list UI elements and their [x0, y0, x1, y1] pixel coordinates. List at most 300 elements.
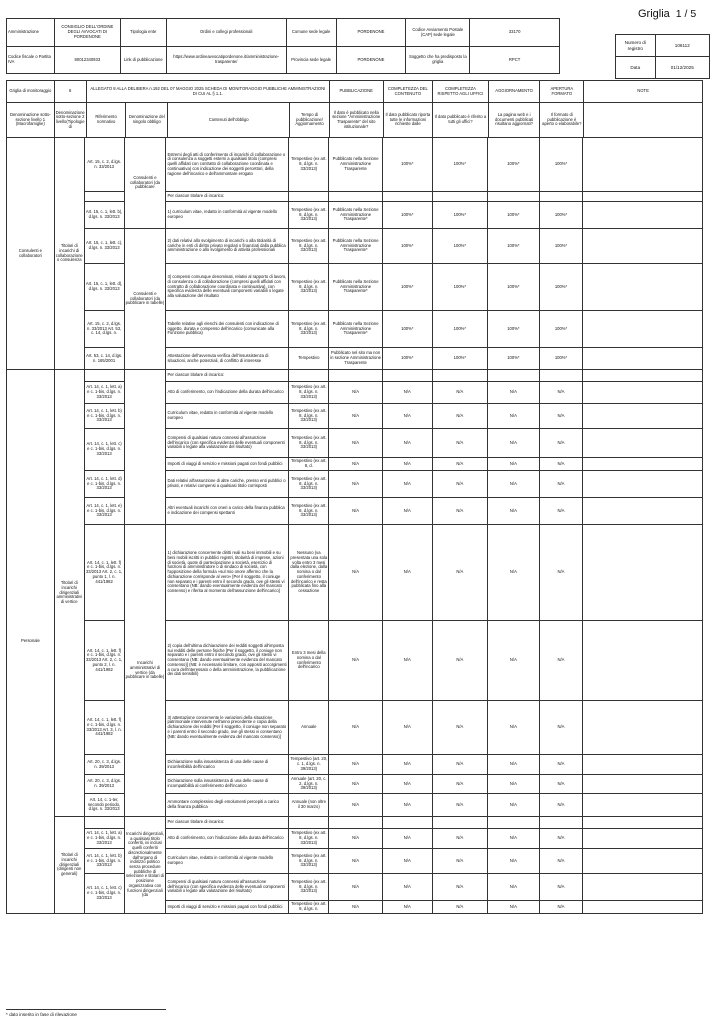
- completeness-offices-cell: N/A: [432, 701, 488, 755]
- format-cell: N/A: [539, 849, 583, 874]
- completeness-offices-cell: N/A: [432, 621, 488, 701]
- completeness-offices-cell: N/A: [432, 755, 488, 775]
- table-row: [7, 621, 703, 701]
- col-pubblicato: Il dato è pubblicato nella sezione "Amministrazione Trasparente" del sito istituzionale?: [329, 103, 383, 138]
- registry-table: [615, 34, 710, 79]
- note-cell: [583, 794, 703, 817]
- norm-reference-cell: Art. 14, c. 1, lett. a) e c. 1-bis, d.lgs. n. 33/2013: [84, 829, 124, 849]
- completeness-content-cell: N/A: [382, 829, 432, 849]
- note-cell: [583, 471, 703, 498]
- timing-cell: Annuale (non oltre il 30 marzo): [289, 794, 329, 817]
- note-cell: [583, 370, 703, 382]
- format-cell: 100%*: [539, 311, 583, 348]
- typology-cell: Titolari di incarichi dirigenziali amministrativi di vertice: [54, 370, 84, 817]
- note-cell: [583, 701, 703, 755]
- content-cell: Tabelle relative agli elenchi dei consulenti con indicazione di oggetto, durata e compenso dell'incarico (comunicate alla Funzione pubblica): [166, 311, 289, 348]
- completeness-offices-cell: N/A: [432, 874, 488, 901]
- norm-reference-cell: Art. 15, c. 2, d.lgs. n. 33/2013: [84, 138, 124, 192]
- format-cell: [539, 192, 583, 202]
- format-cell: N/A: [539, 458, 583, 471]
- table-row: [7, 429, 703, 458]
- obligation-name-cell: [124, 370, 166, 525]
- timing-cell: Tempestivo (ex art. 8, d.lgs. n. 33/2013): [289, 849, 329, 874]
- note-cell: [583, 138, 703, 192]
- note-cell: [583, 829, 703, 849]
- link-value[interactable]: https://www.ordineavvocatipordenone.it/amministrazione-trasparente/: [166, 47, 286, 74]
- registro-label: Numero di registro: [616, 35, 656, 57]
- timing-cell: [289, 370, 329, 382]
- completeness-offices-cell: N/A: [432, 471, 488, 498]
- data-value: 01/12/2025: [655, 57, 709, 79]
- update-cell: [488, 370, 540, 382]
- completeness-offices-cell: N/A: [432, 458, 488, 471]
- completeness-content-cell: 100%*: [382, 348, 432, 370]
- published-cell: Pubblicato nella Sezione Amministrazione Trasparente*: [329, 264, 383, 311]
- timing-cell: Tempestivo (ex art. 8, d.lgs. n. 33/2013): [289, 311, 329, 348]
- table-row: [7, 192, 703, 202]
- col-obbligo: Denominazione del singolo obbligo: [126, 103, 168, 138]
- completeness-offices-cell: N/A: [432, 829, 488, 849]
- note-cell: [583, 901, 703, 914]
- provincia-label: Provincia sede legale: [286, 47, 336, 74]
- timing-cell: Tempestivo (art. 20, c. 1, d.lgs. n. 39/2013): [289, 755, 329, 775]
- update-cell: N/A: [488, 404, 540, 429]
- norm-reference-cell: Art. 15, c. 2, d.lgs. n. 33/2013 Art. 53, c. 14, d.lgs. n.: [84, 311, 124, 348]
- norm-reference-cell: [84, 370, 124, 382]
- norm-reference-cell: Art. 14, c. 1, lett. e) e c. 1-bis, d.lgs. n. 33/2013: [84, 498, 124, 525]
- format-cell: N/A: [539, 755, 583, 775]
- published-cell: Pubblicato nella Sezione Amministrazione Trasparente*: [329, 229, 383, 264]
- format-cell: N/A: [539, 829, 583, 849]
- amministrazione-label: Amministrazione: [7, 19, 55, 47]
- published-cell: N/A: [329, 755, 383, 775]
- norm-reference-cell: Art. 14, c. 1, lett. c) e c. 1-bis, d.lgs. n. 33/2013: [84, 874, 124, 914]
- content-cell: Dichiarazione sulla insussistenza di una delle cause di inconferibilità dell'incarico: [166, 755, 289, 775]
- col-contenuti: Contenuti dell'obbligo: [168, 103, 290, 138]
- completeness-offices-cell: 100%*: [432, 311, 488, 348]
- update-cell: N/A: [488, 829, 540, 849]
- grid-title: Griglia: [638, 8, 670, 20]
- registro-value: 106112: [655, 35, 709, 57]
- published-cell: N/A: [329, 701, 383, 755]
- data-label: Data: [616, 57, 656, 79]
- format-cell: N/A: [539, 525, 583, 621]
- table-row: [7, 874, 703, 901]
- format-cell: N/A: [539, 701, 583, 755]
- completeness-offices-cell: N/A: [432, 525, 488, 621]
- completeness-content-cell: N/A: [382, 794, 432, 817]
- format-cell: 100%*: [539, 348, 583, 370]
- note-cell: [583, 348, 703, 370]
- format-cell: N/A: [539, 429, 583, 458]
- table-row: [7, 264, 703, 311]
- footnote-rule: [6, 1009, 166, 1010]
- norm-reference-cell: [84, 817, 124, 829]
- published-cell: [329, 192, 383, 202]
- header-table: [6, 80, 703, 138]
- codice-fiscale-label: Codice fiscale o Partita IVA: [7, 47, 55, 74]
- allegato-heading: ALLEGATO 8 ALLA DELIBERA n.192 DEL 07 MAGGIO 2025 SCHEDA DI MONITORAGGIO PUBBLICHE AMMINISTRAZIONI DI CUI AL § 1.1.: [86, 81, 329, 103]
- obligation-name-cell: Consulenti e collaboratori (da pubblicare in tabelle): [124, 229, 166, 370]
- col-tempo: Tempo di pubblicazione/ Aggiornamento: [290, 103, 330, 138]
- completeness-offices-cell: N/A: [432, 794, 488, 817]
- note-cell: [583, 264, 703, 311]
- format-cell: N/A: [539, 775, 583, 794]
- content-cell: 1) dichiarazione concernente diritti reali su beni immobili e su beni mobili iscritti in pubblici registri, titolarità di imprese, azioni di società, quote di partecipazione a società, esercizio di funzioni di amministratore o di sindaco di società, con l'apposizione della formula «sul mio onore affermo che la dichiarazione corrisponde al vero» [Per il soggetto, il coniuge non separato e i parenti entro il secondo grado, ove gli stessi vi consentano (NB: dando eventualmente evidenza del mancato consenso) e riferita al momento dell'assunzione dell'incarico]: [166, 525, 289, 621]
- completeness-offices-cell: 100%*: [432, 202, 488, 229]
- published-cell: N/A: [329, 775, 383, 794]
- norm-reference-cell: Art. 14, c. 1-ter, secondo periodo, d.lgs. n. 33/2013: [84, 794, 124, 817]
- published-cell: N/A: [329, 382, 383, 404]
- note-cell: [583, 429, 703, 458]
- table-row: [7, 794, 703, 817]
- update-cell: 100%*: [488, 202, 540, 229]
- col-note: [584, 103, 703, 138]
- completeness-offices-cell: 100%*: [432, 138, 488, 192]
- table-row: [7, 348, 703, 370]
- table-row: [7, 498, 703, 525]
- timing-cell: Tempestivo (ex art. 8, d.lgs. n. 33/2013): [289, 264, 329, 311]
- completeness-offices-cell: 100%*: [432, 264, 488, 311]
- update-cell: N/A: [488, 874, 540, 901]
- timing-cell: Tempestivo (ex art. 8, d.: [289, 458, 329, 471]
- cap-value: 33170: [470, 19, 560, 47]
- update-cell: N/A: [488, 775, 540, 794]
- table-row: [7, 525, 703, 621]
- content-cell: Attestazione dell'avvenuta verifica dell'insussistenza di situazioni, anche potenziali, di conflitto di interesse: [166, 348, 289, 370]
- norm-reference-cell: Art. 14, c. 1, lett. f) e c. 1-bis, d.lgs. n. 33/2013 Art. 3, l. n. 441/1982: [84, 701, 124, 755]
- norm-reference-cell: Art. 15, c. 1, lett. b), d.lgs. n. 33/2013: [84, 202, 124, 229]
- norm-reference-cell: Art. 14, c. 1, lett. f) e c. 1-bis, d.lgs. n. 33/2013 Art. 2, c. 1, punto 1, l. n. 441/1982: [84, 525, 124, 621]
- format-cell: N/A: [539, 404, 583, 429]
- completeness-offices-cell: [432, 192, 488, 202]
- norm-reference-cell: Art. 14, c. 1, lett. b) e c. 1-bis, d.lgs. n. 33/2013: [84, 849, 124, 874]
- content-cell: Per ciascun titolare di incarico:: [166, 370, 289, 382]
- content-cell: 2) dati relativi allo svolgimento di incarichi o alla titolarità di cariche in enti di diritto privato regolati o finanziati dalla pubblica amministrazione o allo svolgimento di attività professionali: [166, 229, 289, 264]
- completeness-content-cell: [382, 817, 432, 829]
- content-cell: Estremi degli atti di conferimento di incarichi di collaborazione o di consulenza a soggetti esterni a qualsiasi titolo (compresi quelli affidati con contratto di collaborazione coordinata e continuativa) con indicazione dei soggetti percettori, della ragione dell'incarico e dell'ammontare erogato: [166, 138, 289, 192]
- published-cell: N/A: [329, 829, 383, 849]
- table-row: [7, 755, 703, 775]
- completeness-content-cell: N/A: [382, 849, 432, 874]
- table-row: [7, 370, 703, 382]
- norm-reference-cell: Art. 20, c. 3, d.lgs. n. 39/2013: [84, 775, 124, 794]
- typology-cell: Titolari di incarichi di collaborazione o consulenza: [54, 138, 84, 370]
- macro-family-cell: Personale: [7, 370, 55, 914]
- completeness-offices-cell: N/A: [432, 382, 488, 404]
- published-cell: [329, 370, 383, 382]
- completeness-content-cell: N/A: [382, 525, 432, 621]
- published-cell: Pubblicato nella Sezione Amministrazione Trasparente*: [329, 311, 383, 348]
- completeness-content-cell: N/A: [382, 429, 432, 458]
- update-cell: N/A: [488, 458, 540, 471]
- format-cell: N/A: [539, 498, 583, 525]
- format-cell: N/A: [539, 901, 583, 914]
- published-cell: N/A: [329, 849, 383, 874]
- completeness-content-cell: N/A: [382, 874, 432, 901]
- norm-reference-cell: Art. 14, c. 1, lett. d) e c. 1-bis, d.lgs. n. 33/2013: [84, 471, 124, 498]
- update-cell: N/A: [488, 525, 540, 621]
- footnote: * dato inserito in fase di rilevazione: [6, 1012, 77, 1017]
- tipologia-label: Tipologia ente: [120, 19, 166, 47]
- table-row: [7, 701, 703, 755]
- content-cell: 3) attestazione concernente le variazioni della situazione patrimoniale intervenute nell'anno precedente e copia della dichiarazione dei redditi [Per il soggetto, il coniuge non separato e i parenti entro il secondo grado, ove gli stessi vi consentano (NB: dando eventualmente evidenza del mancato consenso)]: [166, 701, 289, 755]
- format-cell: N/A: [539, 621, 583, 701]
- note-cell: [583, 525, 703, 621]
- col-aggiornati: La pagina web e i documenti pubblicati risultano aggiornati?: [488, 103, 540, 138]
- table-row: [7, 849, 703, 874]
- col-informazioni: Il dato pubblicato riporta tutte le informazioni richieste dalle: [383, 103, 433, 138]
- completeness-content-cell: 100%*: [382, 202, 432, 229]
- update-cell: N/A: [488, 429, 540, 458]
- timing-cell: Tempestivo (ex art. 8, d.lgs. n. 33/2013): [289, 874, 329, 901]
- griglia-label: Griglia di monitoraggio: [7, 81, 55, 103]
- content-cell: Per ciascun titolare di incarico:: [166, 817, 289, 829]
- norm-reference-cell: Art. 14, c. 1, lett. c) e c. 1-bis, d.lgs. n. 33/2013: [84, 429, 124, 471]
- published-cell: Pubblicato nella Sezione Amministrazione Trasparente: [329, 138, 383, 192]
- typology-cell: Titolari di incarichi dirigenziali (dirigenti non generali): [54, 817, 84, 914]
- completeness-content-cell: 100%*: [382, 264, 432, 311]
- content-cell: Atto di conferimento, con l'indicazione della durata dell'incarico: [166, 829, 289, 849]
- completeness-content-cell: [382, 192, 432, 202]
- format-cell: N/A: [539, 794, 583, 817]
- note-cell: [583, 874, 703, 901]
- aggiornamento-heading: AGGIORNAMENTO: [488, 81, 540, 103]
- content-cell: Altri eventuali incarichi con oneri a carico della finanza pubblica e indicazione dei compensi spettanti: [166, 498, 289, 525]
- completeness-content-cell: N/A: [382, 458, 432, 471]
- content-cell: Compensi di qualsiasi natura connessi all'assunzione dell'incarico (con specifica evidenza delle eventuali componenti variabili o legate alla valutazione del risultato): [166, 429, 289, 458]
- norm-reference-cell: Art. 15, c. 1, lett. c), d.lgs. n. 33/2013: [84, 229, 124, 264]
- table-row: [7, 311, 703, 348]
- update-cell: 100%*: [488, 311, 540, 348]
- norm-reference-cell: Art. 14, c. 1, lett. f) e c. 1-bis, d.lgs. n. 33/2013 Art. 2, c. 1, punto 2, l. n. 441/1982: [84, 621, 124, 701]
- timing-cell: Tempestivo (ex art. 8, d.lgs. n. 33/2013): [289, 382, 329, 404]
- soggetto-label: Soggetto che ha predisposto la griglia: [406, 47, 470, 74]
- update-cell: N/A: [488, 794, 540, 817]
- update-cell: [488, 817, 540, 829]
- note-cell: [583, 755, 703, 775]
- completeness-offices-cell: N/A: [432, 498, 488, 525]
- content-cell: 2) copia dell'ultima dichiarazione dei redditi soggetti all'imposta sui redditi delle persone fisiche [Per il soggetto, il coniuge non separato e i parenti entro il secondo grado, ove gli stessi vi consentano (NB: dando eventualmente evidenza del mancato consenso)] (NB: è necessario limitare, con appositi accorgimenti a cura dell'interessato o della amministrazione, la pubblicazione dei dati sensibili): [166, 621, 289, 701]
- timing-cell: Tempestivo (ex art. 8, d.lgs. n. 33/2013): [289, 138, 329, 192]
- content-cell: Atto di conferimento, con l'indicazione della durata dell'incarico: [166, 382, 289, 404]
- comune-value: PORDENONE: [336, 19, 406, 47]
- page-number: 1 / 5: [675, 8, 697, 20]
- format-cell: 100%*: [539, 138, 583, 192]
- timing-cell: Tempestivo (ex art. 8, d.lgs. n. 33/2013): [289, 429, 329, 458]
- col-macrofamiglie: Denominazione sotto-sezione livello 1 (Macrofamiglie): [7, 103, 55, 138]
- note-cell: [583, 192, 703, 202]
- completeness-content-cell: 100%*: [382, 138, 432, 192]
- page-title: [638, 8, 696, 20]
- soggetto-value: RPCT: [470, 47, 560, 74]
- format-cell: N/A: [539, 874, 583, 901]
- note-cell: [583, 404, 703, 429]
- monitoring-table: [6, 137, 703, 914]
- format-cell: N/A: [539, 382, 583, 404]
- content-cell: Compensi di qualsiasi natura connessi all'assunzione dell'incarico (con specifica evidenza delle eventuali componenti variabili o legate alla valutazione del risultato): [166, 874, 289, 901]
- note-cell: [583, 621, 703, 701]
- published-cell: N/A: [329, 874, 383, 901]
- published-cell: N/A: [329, 794, 383, 817]
- griglia-value: 6: [54, 81, 86, 103]
- content-cell: Curriculum vitae, redatto in conformità al vigente modello europeo: [166, 849, 289, 874]
- completeness-content-cell: N/A: [382, 755, 432, 775]
- content-cell: Importi di viaggi di servizio e missioni pagati con fondi pubblici: [166, 901, 289, 914]
- published-cell: N/A: [329, 429, 383, 458]
- published-cell: N/A: [329, 621, 383, 701]
- info-table: [6, 18, 560, 74]
- norm-reference-cell: Art. 15, c. 1, lett. d), d.lgs. n. 33/2013: [84, 264, 124, 311]
- completeness-content-cell: N/A: [382, 775, 432, 794]
- update-cell: N/A: [488, 621, 540, 701]
- amministrazione-value: CONSIGLIO DELL'ORDINE DEGLI AVVOCATI DI PORDENONE: [54, 19, 120, 47]
- update-cell: N/A: [488, 382, 540, 404]
- table-row: [7, 817, 703, 829]
- content-cell: Ammontare complessivo degli emolumenti percepiti a carico della finanza pubblica: [166, 794, 289, 817]
- timing-cell: Nessuno (va presentata una sola volta entro 3 mesi dalla elezione, dalla nomina o dal conferimento dell'incarico e resta pubblicata fino alla cessazione: [289, 525, 329, 621]
- update-cell: 100%*: [488, 264, 540, 311]
- content-cell: Importi di viaggi di servizio e missioni pagati con fondi pubblici: [166, 458, 289, 471]
- obligation-name-cell: Incarichi amministrativi di vertice (da pubblicare in tabelle): [124, 525, 166, 817]
- published-cell: N/A: [329, 901, 383, 914]
- note-cell: [583, 849, 703, 874]
- timing-cell: Tempestivo (ex art. 8, d.lgs. n. 33/2013): [289, 471, 329, 498]
- cap-label: Codice Avviamento Postale (CAP) sede legale: [406, 19, 470, 47]
- completeness-content-cell: 100%*: [382, 311, 432, 348]
- col-uffici: Il dato pubblicato è riferito a tutti gli uffici?: [433, 103, 489, 138]
- completeness-offices-cell: [432, 370, 488, 382]
- update-cell: N/A: [488, 849, 540, 874]
- note-cell: [583, 775, 703, 794]
- norm-reference-cell: [84, 192, 124, 202]
- table-row: [7, 829, 703, 849]
- link-label: Link di pubblicazione: [120, 47, 166, 74]
- published-cell: N/A: [329, 498, 383, 525]
- norm-reference-cell: Art. 20, c. 3, d.lgs. n. 39/2013: [84, 755, 124, 775]
- col-formato: Il formato di pubblicazione è aperto o elaborabile?: [540, 103, 584, 138]
- norm-reference-cell: Art. 53, c. 14, d.lgs. n. 165/2001: [84, 348, 124, 370]
- table-row: [7, 471, 703, 498]
- timing-cell: Tempestivo (ex art. 8, d.lgs. n. 33/2013): [289, 829, 329, 849]
- table-row: [7, 229, 703, 264]
- completeness-content-cell: N/A: [382, 901, 432, 914]
- table-row: [7, 775, 703, 794]
- completeness-offices-cell: N/A: [432, 901, 488, 914]
- codice-fiscale-value: 80012340933: [54, 47, 120, 74]
- published-cell: [329, 817, 383, 829]
- note-cell: [583, 202, 703, 229]
- format-cell: [539, 817, 583, 829]
- published-cell: N/A: [329, 471, 383, 498]
- content-cell: 3) compensi comunque denominati, relativi al rapporto di lavoro, di consulenza o di collaborazione (compresi quelli affidati con contratto di collaborazione coordinata e continuativa), con specifica evidenza delle eventuali componenti variabili o legate alla valutazione del risultato: [166, 264, 289, 311]
- obligation-name-cell: Consulenti e collaboratori (da pubblicare: [124, 138, 166, 229]
- completeness-offices-cell: [432, 817, 488, 829]
- published-cell: N/A: [329, 525, 383, 621]
- norm-reference-cell: Art. 14, c. 1, lett. a) e c. 1-bis, d.lgs. n. 33/2013: [84, 382, 124, 404]
- published-cell: N/A: [329, 404, 383, 429]
- completeness-content-cell: 100%*: [382, 229, 432, 264]
- update-cell: [488, 192, 540, 202]
- pubblicazione-heading: PUBBLICAZIONE: [329, 81, 383, 103]
- table-row: [7, 202, 703, 229]
- completeness-offices-cell: N/A: [432, 775, 488, 794]
- completeness-content-cell: N/A: [382, 498, 432, 525]
- completeness-content-cell: N/A: [382, 382, 432, 404]
- timing-cell: Tempestivo (ex art. 8, d.lgs. n.: [289, 901, 329, 914]
- timing-cell: Annuale: [289, 701, 329, 755]
- timing-cell: Entro 3 mesi della nomina o dal conferimento dell'incarico: [289, 621, 329, 701]
- update-cell: 100%*: [488, 138, 540, 192]
- update-cell: N/A: [488, 755, 540, 775]
- completeness-offices-cell: N/A: [432, 849, 488, 874]
- obligation-name-cell: Incarichi dirigenziali, a qualsiasi titolo conferiti, ivi inclusi quelli conferiti discrezionalmente dall'organo di indirizzo politico senza procedure pubbliche di selezione e titolari di posizione organizzativa con funzioni dirigenziali (da: [124, 817, 166, 914]
- published-cell: N/A: [329, 458, 383, 471]
- completeness-offices-cell: N/A: [432, 404, 488, 429]
- timing-cell: Tempestivo (ex art. 8, d.lgs. n. 33/2013): [289, 404, 329, 429]
- content-cell: Dichiarazione sulla insussistenza di una delle cause di incompatibilità al conferimento dell'incarico: [166, 775, 289, 794]
- timing-cell: [289, 192, 329, 202]
- completeness-content-cell: N/A: [382, 404, 432, 429]
- col-riferimento: Riferimento normativo: [86, 103, 126, 138]
- update-cell: 100%*: [488, 229, 540, 264]
- content-cell: Per ciascun titolare di incarico:: [166, 192, 289, 202]
- published-cell: Pubblicato nel sito ma non in sezione Amministrazione Trasparente: [329, 348, 383, 370]
- completeness-content-cell: N/A: [382, 471, 432, 498]
- completezza-uffici-heading: COMPLETEZZA RISPETTO AGLI UFFICI: [433, 81, 489, 103]
- note-cell: [583, 229, 703, 264]
- content-cell: Dati relativi all'assunzione di altre cariche, presso enti pubblici o privati, e relativi compensi a qualsiasi titolo corrisposti: [166, 471, 289, 498]
- completeness-content-cell: N/A: [382, 621, 432, 701]
- comune-label: Comune sede legale: [286, 19, 336, 47]
- completeness-offices-cell: 100%*: [432, 229, 488, 264]
- timing-cell: [289, 817, 329, 829]
- note-heading: NOTE: [584, 81, 703, 103]
- note-cell: [583, 382, 703, 404]
- format-cell: N/A: [539, 471, 583, 498]
- completeness-offices-cell: N/A: [432, 429, 488, 458]
- update-cell: N/A: [488, 471, 540, 498]
- table-row: [7, 404, 703, 429]
- completeness-offices-cell: 100%*: [432, 348, 488, 370]
- completeness-content-cell: N/A: [382, 701, 432, 755]
- published-cell: Pubblicato nella Sezione Amministrazione Trasparente*: [329, 202, 383, 229]
- norm-reference-cell: Art. 14, c. 1, lett. b) e c. 1-bis, d.lgs. n. 33/2013: [84, 404, 124, 429]
- timing-cell: Tempestivo (ex art. 8, d.lgs. n. 33/2013): [289, 202, 329, 229]
- update-cell: 100%*: [488, 348, 540, 370]
- timing-cell: Annuale (art. 20, c. 2, d.lgs. n. 39/2013): [289, 775, 329, 794]
- content-cell: 1) curriculum vitae, redatto in conformità al vigente modello europeo: [166, 202, 289, 229]
- note-cell: [583, 458, 703, 471]
- provincia-value: PORDENONE: [336, 47, 406, 74]
- macro-family-cell: Consulenti e collaboratori: [7, 138, 55, 370]
- format-cell: [539, 370, 583, 382]
- tipologia-value: Ordini e collegi professionali: [166, 19, 286, 47]
- content-cell: Curriculum vitae, redatto in conformità al vigente modello europeo: [166, 404, 289, 429]
- format-cell: 100%*: [539, 264, 583, 311]
- timing-cell: Tempestivo: [289, 348, 329, 370]
- update-cell: N/A: [488, 901, 540, 914]
- timing-cell: Tempestivo (ex art. 8, d.lgs. n. 33/2013): [289, 498, 329, 525]
- apertura-heading: APERTURA FORMATO: [540, 81, 584, 103]
- table-row: [7, 138, 703, 192]
- format-cell: 100%*: [539, 202, 583, 229]
- update-cell: N/A: [488, 498, 540, 525]
- col-tipologie: Denominazione sotto-sezione 2 livello(Tipologie di: [54, 103, 86, 138]
- note-cell: [583, 817, 703, 829]
- completezza-contenuto-heading: COMPLETEZZA DEL CONTENUTO: [383, 81, 433, 103]
- completeness-content-cell: [382, 370, 432, 382]
